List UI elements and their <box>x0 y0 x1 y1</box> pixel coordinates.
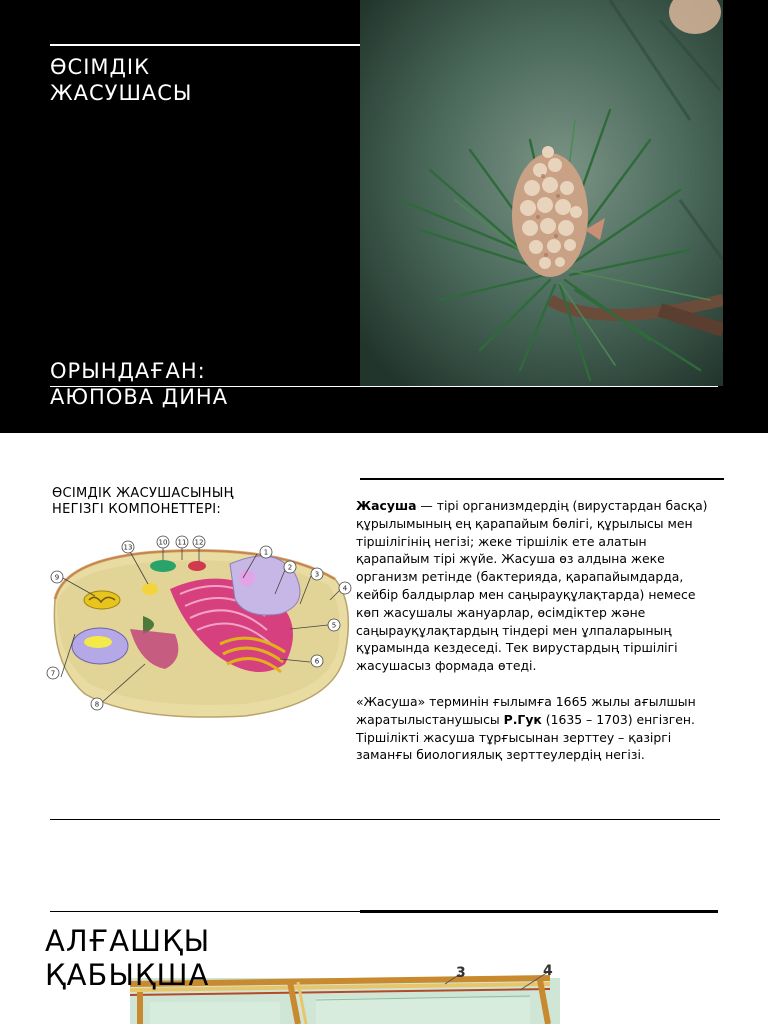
components-heading-line2: НЕГІЗГІ КОМПОНЕТТЕРІ: <box>52 502 222 517</box>
primary-wall-divider-right <box>360 910 718 913</box>
diagram-label-11: 11 <box>177 538 187 547</box>
wall-label-3: 3 <box>456 965 466 981</box>
diagram-label-10: 10 <box>158 538 168 547</box>
diagram-label-7: 7 <box>50 669 56 678</box>
plant-cell-diagram <box>45 534 357 724</box>
description-paragraph-1 <box>356 497 716 675</box>
title-divider-top <box>50 44 360 46</box>
diagram-label-4: 4 <box>342 584 348 593</box>
description-paragraph-2-end: (1635 – 1703) енгізген. Тіршілікті жасуша тұрғысынан зерттеу – қазіргі заманғы биологиялық зерттеулердің негізі. <box>356 711 695 763</box>
diagram-label-2: 2 <box>287 563 293 572</box>
description-paragraph-2-start: «Жасуша» терминін ғылымға 1665 жылы ағылшын жаратылыстанушысы <box>356 693 696 727</box>
primary-wall-title-line2: ҚАБЫҚША <box>45 958 210 992</box>
primary-wall-divider-left <box>50 911 360 912</box>
diagram-label-12: 12 <box>194 538 204 547</box>
author-label: ОРЫНДАҒАН: <box>50 359 206 383</box>
components-heading <box>52 486 332 518</box>
diagram-label-13: 13 <box>123 543 133 552</box>
cell-description <box>356 497 716 764</box>
slide-title <box>50 54 350 106</box>
diagram-label-6: 6 <box>314 657 320 666</box>
pine-cone-photo <box>360 0 723 386</box>
author-name: АЮПОВА ДИНА <box>50 385 229 409</box>
diagram-label-8: 8 <box>94 700 100 709</box>
scientist-name: Р.Гук <box>503 711 542 727</box>
diagram-label-3: 3 <box>314 570 320 579</box>
description-paragraph-2 <box>356 693 716 764</box>
components-heading-line1: ӨСІМДІК ЖАСУШАСЫНЫҢ <box>52 486 234 501</box>
diagram-label-1: 1 <box>263 548 269 557</box>
primary-wall-title <box>45 924 345 992</box>
components-divider-top <box>360 478 724 480</box>
slide-title-line2: ЖАСУШАСЫ <box>50 81 193 105</box>
description-paragraph-1-text: — тірі организмдердің (вирустардан басқа) құрылымының ең қарапайым бөлігі, құрылысы мен тіршілігінің негізі; жеке тіршілік ете алатын қарапайым тірі жүйе. Жасуша өз алдына жеке организм ретінде (бактерияда, қарапайымдарда, кейбір балдырлар мен саңырауқұлақтарда) немесе көп жасушалы жануарлар, өсімдіктер және саңырауқұлақтардың тіндері мен ұлпаларының құрамында кездеседі. Тек вирустардың тіршілігі жасушасыз формада өтеді. <box>356 498 708 674</box>
term-cell: Жасуша <box>356 498 417 513</box>
wall-label-4: 4 <box>543 963 553 979</box>
title-slide <box>0 0 768 433</box>
primary-wall-title-line1: АЛҒАШҚЫ <box>45 924 211 958</box>
components-divider-bottom <box>50 819 720 820</box>
slide-title-line1: ӨСІМДІК <box>50 55 151 79</box>
diagram-label-5: 5 <box>331 621 337 630</box>
diagram-label-9: 9 <box>54 573 60 582</box>
